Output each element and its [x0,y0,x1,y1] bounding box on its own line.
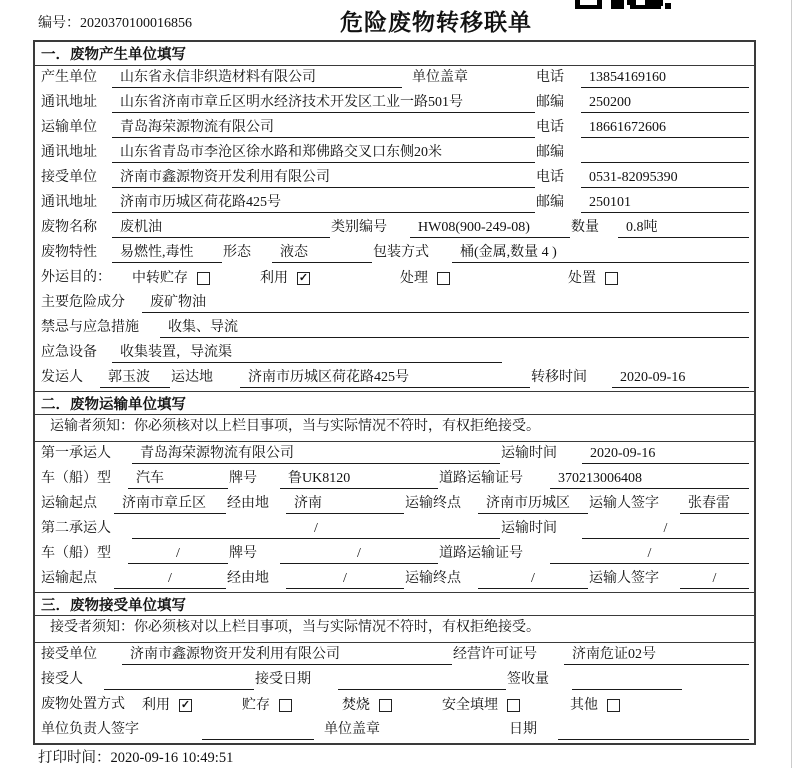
field-value: 济南市历城区荷花路425号 [240,368,530,388]
field-value: / [280,544,438,564]
print-time-value: 2020-09-16 10:49:51 [110,750,234,766]
field-label: 电话 [536,170,564,185]
form-row [35,266,754,291]
form-row [35,567,754,592]
field-label: 运输终点 [405,571,461,586]
static-text [158,720,202,740]
form-row [35,166,754,191]
field-value: 济南市历城区 [478,494,588,514]
field-value [202,720,314,740]
static-text: 运输者须知：你必须核对以上栏目事项，当与实际情况不符时，有权拒绝接受。 [50,418,540,434]
form-row [35,191,754,216]
field-value: 山东省青岛市李沧区徐水路和郑佛路交叉口东侧20米 [112,143,535,163]
form-row [35,116,754,141]
field-label: 接受单位 [41,647,97,662]
form-row [35,216,754,241]
field-label: 运达地 [171,370,213,385]
qr-block [665,3,671,9]
field-label: 应急设备 [41,345,97,360]
checkbox-checked-icon: ✓ [180,698,191,711]
field-label: 车（船）型 [41,471,111,486]
form-row [35,467,754,492]
static-text: 单位盖章 [412,70,468,85]
field-value: / [286,569,404,589]
form-row [35,542,754,567]
field-value: 废矿物油 [142,293,749,313]
field-value: 济南危证02号 [564,645,749,665]
qr-block [611,0,624,9]
field-value: 收集装置，导流渠 [112,343,502,363]
field-value: 济南市鑫源物资开发利用有限公司 [122,645,452,665]
form-row [35,366,754,391]
form-row [35,517,754,542]
field-label: 运输单位 [41,120,97,135]
field-value: / [128,544,228,564]
checkbox-field [442,695,570,715]
field-label: 经由地 [227,496,269,511]
field-label: 经由地 [227,571,269,586]
static-text [502,343,749,363]
qr-block [575,0,602,9]
form-row [35,718,754,743]
field-value: 青岛海荣源物流有限公司 [132,444,500,464]
field-value: / [114,569,226,589]
field-label: 接受人 [41,672,83,687]
field-value: / [478,569,588,589]
field-label: 运输人签字 [589,496,659,511]
field-label: 第二承运人 [41,521,111,536]
field-label: 通讯地址 [41,95,97,110]
section-header: 一．废物产生单位填写 [35,42,754,66]
field-value: 易燃性,毒性 [112,243,222,263]
field-value: / [582,519,749,539]
checkbox-label: 中转贮存 [132,270,188,286]
field-value: 370213006408 [550,469,749,489]
checkbox-unchecked-icon [607,699,620,712]
field-value: HW08(900-249-08) [410,218,570,238]
checkbox-unchecked-icon [605,272,618,285]
checkbox-field [400,268,568,288]
form-row [35,91,754,116]
field-label: 产生单位 [41,70,97,85]
field-label: 接受单位 [41,170,97,185]
field-value: 桶(金属,数量 4 ) [452,243,749,263]
form-row [35,492,754,517]
field-label: 运输起点 [41,571,97,586]
field-label: 单位负责人签字 [41,722,139,737]
form-row [35,291,754,316]
field-value [104,670,254,690]
field-value: 青岛海荣源物流有限公司 [112,118,535,138]
field-value: 250101 [581,193,749,213]
checkbox-unchecked-icon [437,272,450,285]
field-label: 牌号 [229,546,257,561]
field-label: 禁忌与应急措施 [41,320,139,335]
form-row [35,442,754,467]
field-label: 经营许可证号 [453,647,537,662]
form-row [35,66,754,91]
field-label: 包装方式 [373,245,429,260]
field-label: 废物处置方式 [41,697,125,712]
checkbox-field [132,268,260,288]
form-row [35,141,754,166]
checkbox-unchecked-icon [279,699,292,712]
checkbox-unchecked-icon [379,699,392,712]
checkbox-label: 其他 [570,697,598,713]
field-label: 电话 [536,120,564,135]
field-label: 通讯地址 [41,195,97,210]
checkbox-field [342,695,442,715]
field-value: 张春雷 [680,494,749,514]
field-value: 0.8吨 [618,218,749,238]
checkbox-label: 利用 [260,270,288,286]
checkbox-label: 安全填埋 [442,697,498,713]
field-value: 山东省济南市章丘区明水经济技术开发区工业一路501号 [112,93,535,113]
checkbox-label: 贮存 [242,697,270,713]
form-row [35,693,754,718]
static-text: 单位盖章 [324,722,380,737]
field-label: 通讯地址 [41,145,97,160]
checkbox-field [260,268,400,288]
field-label: 道路运输证号 [439,546,523,561]
field-label: 车（船）型 [41,546,111,561]
field-value: 18661672606 [581,118,749,138]
field-label: 日期 [509,722,537,737]
checkbox-field [568,268,749,288]
field-label: 邮编 [536,95,564,110]
field-value [558,720,749,740]
field-label: 主要危险成分 [41,295,125,310]
field-label: 运输起点 [41,496,97,511]
field-value: 郭玉波 [100,368,170,388]
qr-code-icon [575,0,671,9]
checkbox-field [142,695,242,715]
field-label: 第一承运人 [41,446,111,461]
static-text: 接受者须知：你必须核对以上栏目事项，当与实际情况不符时，有权拒绝接受。 [50,619,540,635]
notice-row [35,616,754,643]
field-value: 山东省永信非织造材料有限公司 [112,68,402,88]
field-label: 邮编 [536,145,564,160]
field-label: 接受日期 [255,672,311,687]
field-label: 数量 [571,220,599,235]
checkbox-label: 处理 [400,270,428,286]
checkbox-unchecked-icon [507,699,520,712]
checkbox-field [242,695,342,715]
field-value: 13854169160 [581,68,749,88]
field-label: 发运人 [41,370,83,385]
field-label: 转移时间 [531,370,587,385]
field-label: 电话 [536,70,564,85]
static-text [450,720,508,740]
checkbox-label: 利用 [142,697,170,713]
field-value [581,143,749,163]
field-value [572,670,682,690]
checkbox-label: 焚烧 [342,697,370,713]
field-label: 签收量 [507,672,549,687]
checkbox-field [570,695,749,715]
doc-number-label: 编号： [38,16,80,31]
field-label: 形态 [223,245,251,260]
field-label: 道路运输证号 [439,471,523,486]
page-title: 危险废物转移联单 [340,10,532,35]
field-label: 外运目的： [41,270,111,285]
field-value: 济南市鑫源物资开发利用有限公司 [112,168,535,188]
field-value: 济南市历城区荷花路425号 [112,193,535,213]
field-value: 250200 [581,93,749,113]
doc-number-value: 2020370100016856 [80,16,192,31]
form-row [35,316,754,341]
section-header: 三．废物接受单位填写 [35,592,754,616]
field-value: 废机油 [112,218,330,238]
page-edge-line [791,0,792,768]
field-label: 牌号 [229,471,257,486]
field-value: 济南市章丘区 [114,494,226,514]
form-row [35,241,754,266]
field-value: 0531-82095390 [581,168,749,188]
field-value: 收集、导流 [160,318,749,338]
field-value: 2020-09-16 [582,444,749,464]
form-row [35,341,754,366]
section-header: 二．废物运输单位填写 [35,391,754,415]
field-label: 运输终点 [405,496,461,511]
checkbox-label: 处置 [568,270,596,286]
field-value: / [680,569,749,589]
notice-row [35,415,754,442]
field-value: 鲁UK8120 [280,469,438,489]
field-value: 汽车 [128,469,228,489]
field-value: / [550,544,749,564]
field-label: 废物名称 [41,220,97,235]
print-time-label: 打印时间： [38,750,111,766]
field-label: 运输时间 [501,521,557,536]
field-label: 运输人签字 [589,571,659,586]
field-label: 邮编 [536,195,564,210]
manifest-table [33,40,756,745]
form-row [35,643,754,668]
field-label: 废物特性 [41,245,97,260]
field-value: / [132,519,500,539]
checkbox-unchecked-icon [197,272,210,285]
field-value [338,670,506,690]
field-value: 济南 [286,494,404,514]
field-label: 类别编号 [331,220,387,235]
field-label: 运输时间 [501,446,557,461]
static-text [682,670,749,690]
field-value: 2020-09-16 [612,368,749,388]
field-value: 液态 [272,243,372,263]
print-time [38,746,233,767]
form-row [35,668,754,693]
checkbox-checked-icon: ✓ [298,271,309,284]
qr-block [645,0,663,6]
